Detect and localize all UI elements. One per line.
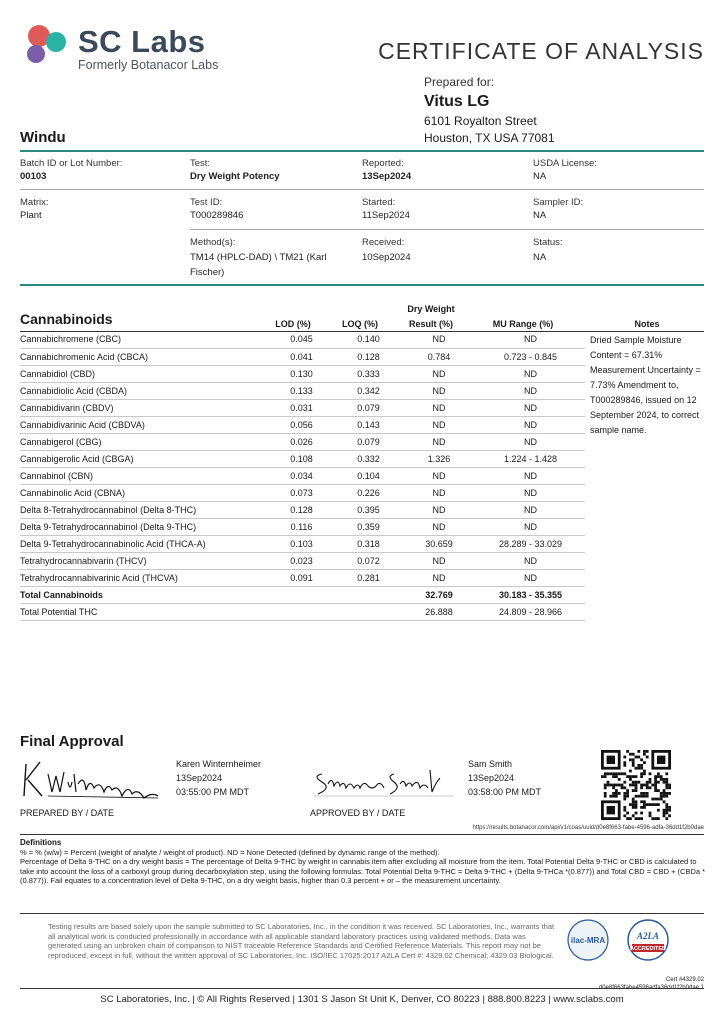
definitions-title: Definitions <box>20 838 62 847</box>
loq-value: 0.281 <box>335 569 402 586</box>
lod-value: 0.023 <box>268 552 335 569</box>
mu-range-value: ND <box>476 484 585 501</box>
result-value: ND <box>402 382 476 399</box>
reported-value: 13Sep2024 <box>362 171 412 182</box>
lod-value: 0.073 <box>268 484 335 501</box>
reported-label: Reported: <box>362 158 404 169</box>
notes-text: Dried Sample Moisture Content = 67.31% Measurement Uncertainty = 7.73% Amendment to, T000289846, issued on 12 September 2024, to correct sample name. <box>590 335 701 435</box>
lod-value: 0.130 <box>268 365 335 382</box>
document-title: CERTIFICATE OF ANALYSIS <box>378 38 704 64</box>
analyte-name: Cannabigerol (CBG) <box>20 433 268 450</box>
loq-value: 0.333 <box>335 365 402 382</box>
results-table <box>20 331 585 621</box>
svg-text:A2LA: A2LA <box>636 931 660 941</box>
sampler-value: NA <box>533 210 547 221</box>
mu-range-value: 28.289 - 33.029 <box>476 535 585 552</box>
cert-info <box>599 976 704 992</box>
result-value: ND <box>402 484 476 501</box>
received-label: Received: <box>362 237 405 248</box>
badge-right-text: ACCREDITED <box>629 946 667 952</box>
brand-subtitle: Formerly Botanacor Labs <box>78 58 219 72</box>
lod-value: 0.031 <box>268 399 335 416</box>
prepared-for-label: Prepared for: <box>424 75 495 89</box>
loq-value: 0.143 <box>335 416 402 433</box>
sampler-label: Sampler ID: <box>533 197 584 208</box>
sample-name: Windu <box>20 129 66 146</box>
received-cell <box>362 235 527 265</box>
method-value: TM14 (HPLC-DAD) \ TM21 (Karl Fischer) <box>190 252 327 278</box>
table-row <box>20 416 585 433</box>
status-value: NA <box>533 252 547 263</box>
table-row <box>20 484 585 501</box>
divider <box>20 913 704 914</box>
ilac-mra-icon <box>568 920 608 960</box>
mu-range-value: 0.723 - 0.845 <box>476 348 585 365</box>
prepared-by-label: PREPARED BY / DATE <box>20 808 115 818</box>
mu-range-value: ND <box>476 382 585 399</box>
lod-value: 0.045 <box>268 331 335 348</box>
result-value: 0.784 <box>402 348 476 365</box>
col-loq: LOQ (%) <box>342 319 378 329</box>
lod-value: 0.133 <box>268 382 335 399</box>
analyte-name: Cannabidiol (CBD) <box>20 365 268 382</box>
divider <box>20 988 704 989</box>
result-value: ND <box>402 467 476 484</box>
accreditation-badges <box>566 918 706 968</box>
analyte-name: Total Cannabinoids <box>20 586 268 603</box>
col-lod: LOD (%) <box>275 319 311 329</box>
loq-value: 0.342 <box>335 382 402 399</box>
mu-range-value: ND <box>476 467 585 484</box>
result-value: ND <box>402 365 476 382</box>
loq-value: 0.332 <box>335 450 402 467</box>
disclaimer: Testing results are based solely upon the sample submitted to SC Laboratories, Inc., in the condition it was received. SC Laboratories, Inc., warrants that all analytical work is conducted professionally in accordance with all applicable standard laboratory practices using validated methods. Data was generated using an unbroken chain of comparison to NIST traceable Reference Standards and Certified Reference Materials. This report may not be reproduced, except in full, without the written approval of SC Laboratories, Inc. ISO/IEC 17025:2017 A2LA Cert #: 4329.02 Chemical; 4329.03 Biological. <box>48 922 555 960</box>
mu-range-value: ND <box>476 399 585 416</box>
reported-cell <box>362 157 527 183</box>
analyte-name: Cannabinolic Acid (CBNA) <box>20 484 268 501</box>
started-cell <box>362 196 527 222</box>
loq-value <box>335 586 402 603</box>
table-row <box>20 382 585 399</box>
testid-label: Test ID: <box>190 197 223 208</box>
result-value: 1.326 <box>402 450 476 467</box>
analyte-name: Cannabidivarinic Acid (CBDVA) <box>20 416 268 433</box>
mu-range-value: ND <box>476 518 585 535</box>
result-value: ND <box>402 433 476 450</box>
preparer-date: 13Sep2024 <box>176 773 223 783</box>
mu-range-value: ND <box>476 569 585 586</box>
table-row <box>20 399 585 416</box>
table-row <box>20 501 585 518</box>
col-result: Result (%) <box>408 319 453 329</box>
a2la-accredited-icon <box>628 920 668 960</box>
lod-value: 0.056 <box>268 416 335 433</box>
analyte-name: Delta 8-Tetrahydrocannabinol (Delta 8-THC) <box>20 501 268 518</box>
testid-cell <box>190 196 355 222</box>
batch-value: 00103 <box>20 171 47 182</box>
result-value: ND <box>402 416 476 433</box>
cert-label: Cert #4329.02 <box>665 977 704 983</box>
analyte-name: Delta 9-Tetrahydrocannabinol (Delta 9-THC) <box>20 518 268 535</box>
analyte-name: Tetrahydrocannabivarinic Acid (THCVA) <box>20 569 268 586</box>
lod-value: 0.108 <box>268 450 335 467</box>
divider <box>20 834 704 835</box>
table-row <box>20 365 585 382</box>
loq-value: 0.140 <box>335 331 402 348</box>
analyte-name: Tetrahydrocannabivarin (THCV) <box>20 552 268 569</box>
table-row <box>20 433 585 450</box>
table-row <box>20 518 585 535</box>
preparer-name: Karen Winternheimer <box>176 759 262 769</box>
matrix-label: Matrix: <box>20 197 49 208</box>
mu-range-value: ND <box>476 416 585 433</box>
col-result-group <box>397 303 465 330</box>
usda-cell <box>533 157 698 183</box>
result-value: ND <box>402 518 476 535</box>
table-row <box>20 552 585 569</box>
definitions-line-2: Percentage of Delta 9-THC on a dry weight basis = The percentage of Delta 9-THC by weight in cannabis item after excluding all moisture from the item. Total Potential Delta 9-THC or CBD is calculated to take into account the loss of a carboxyl group during decarboxylation step, using the following formulas: Total Potential Delta 9-THC = Delta 9-THC + (Delta 9-THCa *(0.877)) and Total CBD = CBD + (CBDa *(0.877)). Fail equates to a concentration level of Delta 9-THC, on a dry weight basis, higher than 0.3 percent + or – the measurement uncertainty. <box>20 857 706 885</box>
result-value: 26.888 <box>402 603 476 620</box>
matrix-cell <box>20 196 185 222</box>
started-value: 11Sep2024 <box>362 210 410 221</box>
mu-range-value: 30.183 - 35.355 <box>476 586 585 603</box>
method-cell <box>190 235 355 280</box>
prepared-for <box>424 74 555 147</box>
preparer-info <box>176 757 261 799</box>
result-value: 32.769 <box>402 586 476 603</box>
final-approval-title: Final Approval <box>20 733 124 750</box>
mu-range-value: ND <box>476 433 585 450</box>
preparer-signature <box>18 752 168 802</box>
result-value: ND <box>402 569 476 586</box>
definitions <box>20 838 706 886</box>
mu-range-value: ND <box>476 331 585 348</box>
approved-by-label: APPROVED BY / DATE <box>310 808 406 818</box>
table-row <box>20 331 585 348</box>
result-value: ND <box>402 331 476 348</box>
matrix-value: Plant <box>20 210 42 221</box>
usda-value: NA <box>533 171 547 182</box>
logo-mark-icon <box>20 18 76 74</box>
loq-value: 0.128 <box>335 348 402 365</box>
lod-value: 0.034 <box>268 467 335 484</box>
table-row <box>20 569 585 586</box>
status-label: Status: <box>533 237 563 248</box>
result-value: ND <box>402 552 476 569</box>
test-cell <box>190 157 355 183</box>
mu-range-value: ND <box>476 365 585 382</box>
analyte-name: Cannabichromenic Acid (CBCA) <box>20 348 268 365</box>
loq-value: 0.079 <box>335 399 402 416</box>
divider <box>20 284 704 286</box>
started-label: Started: <box>362 197 396 208</box>
client-address-2: Houston, TX USA 77081 <box>424 131 555 145</box>
approver-signature <box>310 752 460 802</box>
mu-range-value: ND <box>476 501 585 518</box>
approver-name: Sam Smith <box>468 759 513 769</box>
divider <box>190 229 704 230</box>
table-row <box>20 603 585 620</box>
result-value: ND <box>402 399 476 416</box>
result-value: ND <box>402 501 476 518</box>
status-cell <box>533 235 698 265</box>
total-row <box>20 586 585 603</box>
definitions-line-1: % = % (w/w) = Percent (weight of analyte / weight of product). ND = None Detected (defined by dynamic range of the method). <box>20 847 440 857</box>
loq-value: 0.318 <box>335 535 402 552</box>
lod-value: 0.026 <box>268 433 335 450</box>
analyte-name: Cannabidivarin (CBDV) <box>20 399 268 416</box>
loq-value: 0.104 <box>335 467 402 484</box>
analyte-name: Total Potential THC <box>20 603 268 620</box>
lod-value: 0.128 <box>268 501 335 518</box>
brand-name: SC Labs <box>78 24 206 59</box>
batch-label: Batch ID or Lot Number: <box>20 158 123 169</box>
col-mu: MU Range (%) <box>492 319 554 329</box>
client-address-1: 6101 Royalton Street <box>424 114 537 128</box>
cannabinoids-heading: Cannabinoids <box>20 311 113 327</box>
footer: SC Laboratories, Inc. | © All Rights Reserved | 1301 S Jason St Unit K, Denver, CO 80223 | 888.800.8223 | www.sclabs.com <box>100 994 624 1005</box>
sc-labs-logo <box>20 18 260 78</box>
batch-cell <box>20 157 185 183</box>
analyte-name: Cannabichromene (CBC) <box>20 331 268 348</box>
approver-time: 03:58:00 PM MDT <box>468 787 542 797</box>
approver-info <box>468 757 541 799</box>
table-row <box>20 535 585 552</box>
received-value: 10Sep2024 <box>362 252 411 263</box>
loq-value: 0.072 <box>335 552 402 569</box>
loq-value: 0.395 <box>335 501 402 518</box>
result-value: 30.659 <box>402 535 476 552</box>
badge-left-text: ilac-MRA <box>570 936 606 945</box>
loq-value: 0.359 <box>335 518 402 535</box>
sampler-cell <box>533 196 698 222</box>
col-result-top: Dry Weight <box>407 304 455 314</box>
method-label: Method(s): <box>190 237 236 248</box>
table-row <box>20 450 585 467</box>
lod-value <box>268 603 335 620</box>
test-value: Dry Weight Potency <box>190 171 280 182</box>
lod-value <box>268 586 335 603</box>
loq-value: 0.226 <box>335 484 402 501</box>
analyte-name: Cannabigerolic Acid (CBGA) <box>20 450 268 467</box>
lod-value: 0.041 <box>268 348 335 365</box>
approver-date: 13Sep2024 <box>468 773 515 783</box>
analyte-name: Delta 9-Tetrahydrocannabinolic Acid (THCA-A) <box>20 535 268 552</box>
results-url[interactable]: https://results.botanacor.com/api/v1/coas/uuid/d0e8f663-fabe-4596-adfa-36dd1f2b0dae <box>472 825 704 831</box>
loq-value: 0.079 <box>335 433 402 450</box>
lod-value: 0.103 <box>268 535 335 552</box>
mu-range-value: ND <box>476 552 585 569</box>
qr-code-icon[interactable] <box>601 750 671 820</box>
table-row <box>20 348 585 365</box>
mu-range-value: 1.224 - 1.428 <box>476 450 585 467</box>
col-notes: Notes <box>634 319 660 329</box>
analyte-name: Cannabinol (CBN) <box>20 467 268 484</box>
loq-value <box>335 603 402 620</box>
lod-value: 0.091 <box>268 569 335 586</box>
testid-value: T000289846 <box>190 210 244 221</box>
usda-label: USDA License: <box>533 158 597 169</box>
divider <box>20 189 704 190</box>
mu-range-value: 24.809 - 28.966 <box>476 603 585 620</box>
table-row <box>20 467 585 484</box>
lod-value: 0.116 <box>268 518 335 535</box>
test-label: Test: <box>190 158 211 169</box>
divider <box>20 150 704 152</box>
preparer-time: 03:55:00 PM MDT <box>176 787 250 797</box>
client-name: Vitus LG <box>424 93 490 110</box>
analyte-name: Cannabidiolic Acid (CBDA) <box>20 382 268 399</box>
